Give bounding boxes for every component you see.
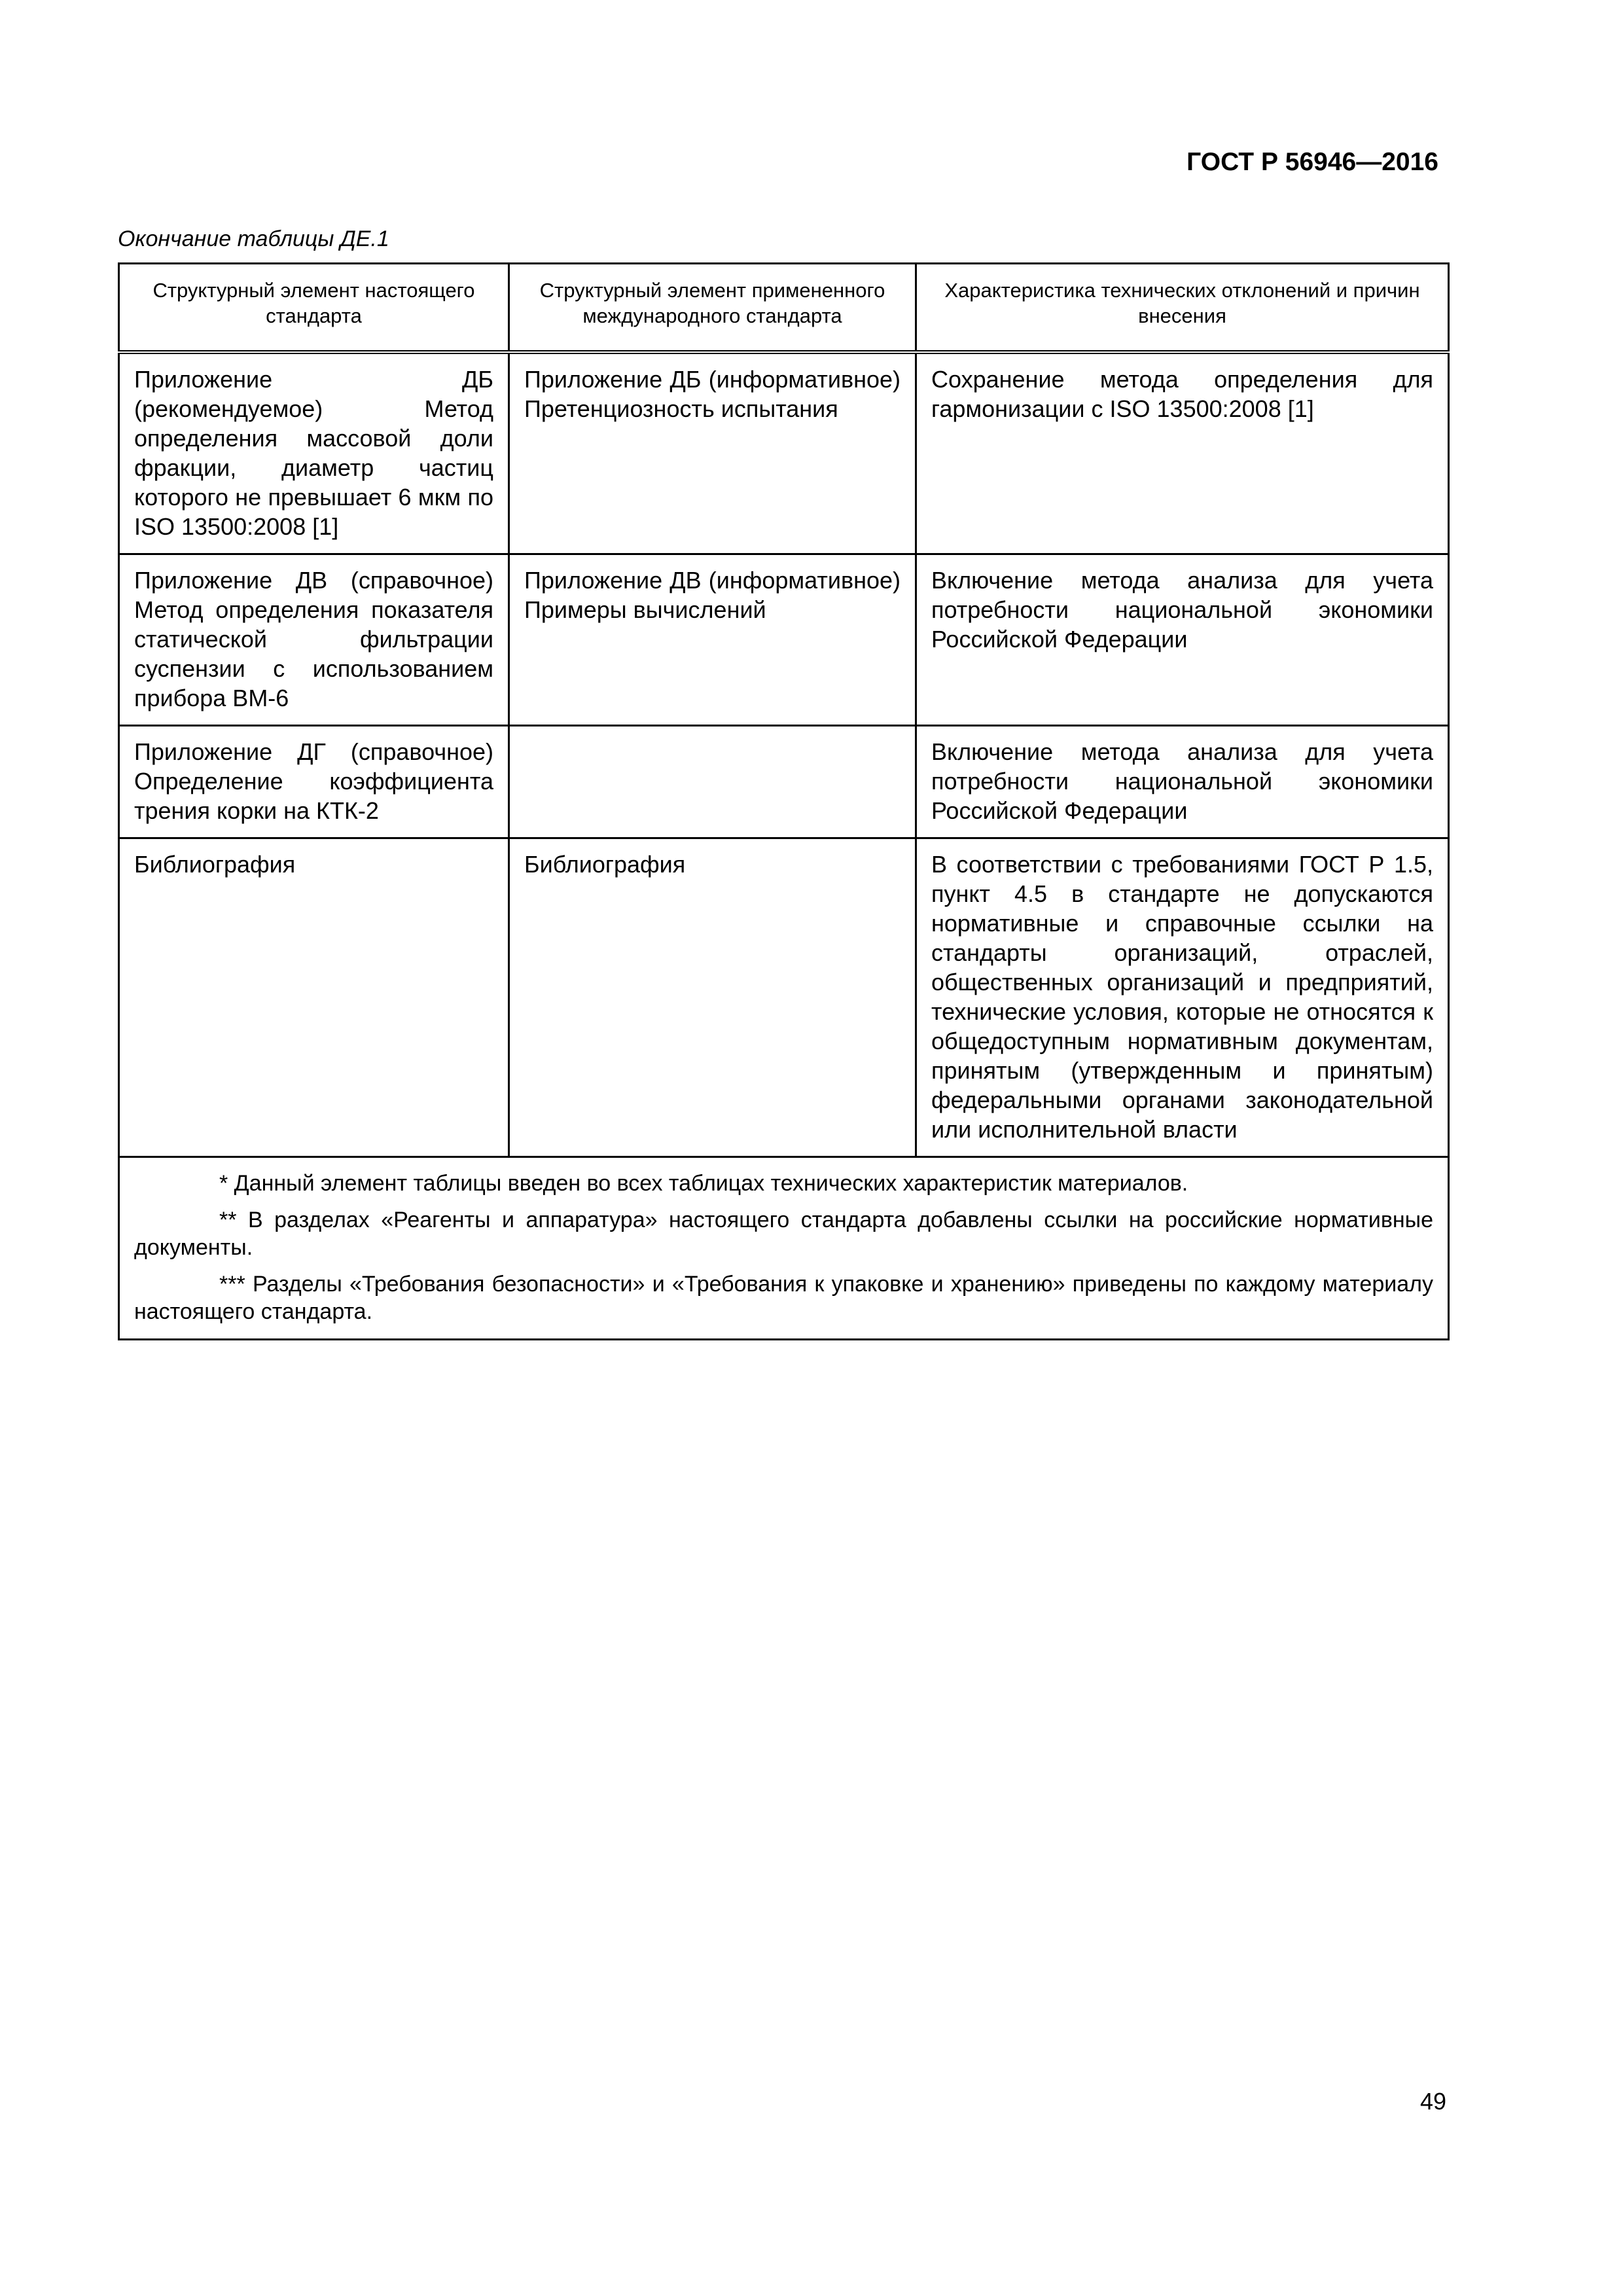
table-cell: В соответствии с требованиями ГОСТ Р 1.5, пункт 4.5 в стандарте не допускаются нормативные и справочные ссылки на стандарты организаций, отраслей, общественных организаций и предприятий, технические условия, которые не относятся к общедоступным нормативным документам, принятым (утвержденным и принятым) федеральными органами законодательной или исполнительной власти [916, 838, 1449, 1157]
table-cell: Приложение ДБ (информативное) Претенциозность испытания [509, 352, 916, 554]
table-cell: Сохранение метода определения для гармонизации с ISO 13500:2008 [1] [916, 352, 1449, 554]
column-header: Структурный элемент настоящего стандарта [119, 264, 509, 353]
table-note: *** Разделы «Требования безопасности» и «Требования к упаковке и хранению» приведены по каждому материалу настоящего стандарта. [134, 1272, 1433, 1324]
table-cell: Включение метода анализа для учета потребности национальной экономики Российской Федерации [916, 554, 1449, 726]
table-row [119, 352, 1449, 554]
table-cell: Приложение ДГ (справочное) Определение коэффициента трения корки на КТК-2 [119, 726, 509, 838]
page-number: 49 [1419, 2088, 1446, 2115]
table-note: ** В разделах «Реагенты и аппаратура» настоящего стандарта добавлены ссылки на российские нормативные документы. [134, 1208, 1433, 1260]
table-cell [509, 726, 916, 838]
table-header-row [119, 264, 1449, 353]
table-note: * Данный элемент таблицы введен во всех таблицах технических характеристик материалов. [219, 1171, 1188, 1196]
table-cell: Приложение ДВ (информативное) Примеры вычислений [509, 554, 916, 726]
column-header: Структурный элемент примененного международного стандарта [509, 264, 916, 353]
table-row [119, 554, 1449, 726]
deviation-table [118, 262, 1450, 1340]
column-header: Характеристика технических отклонений и причин внесения [916, 264, 1449, 353]
document-code: ГОСТ Р 56946—2016 [1186, 148, 1438, 176]
table-cell: Приложение ДБ (рекомендуемое) Метод определения массовой доли фракции, диаметр частиц которого не превышает 6 мкм по ISO 13500:2008 [1] [119, 352, 509, 554]
table-cell: Включение метода анализа для учета потребности национальной экономики Российской Федерации [916, 726, 1449, 838]
table-row [119, 838, 1449, 1157]
table-cell: Библиография [509, 838, 916, 1157]
table-cell: Приложение ДВ (справочное) Метод определения показателя статической фильтрации суспензии с использованием прибора ВМ-6 [119, 554, 509, 726]
table-notes-row [119, 1157, 1449, 1340]
table-cell: Библиография [119, 838, 509, 1157]
table-row [119, 726, 1449, 838]
table-notes [119, 1157, 1449, 1340]
table-caption: Окончание таблицы ДЕ.1 [118, 226, 389, 251]
